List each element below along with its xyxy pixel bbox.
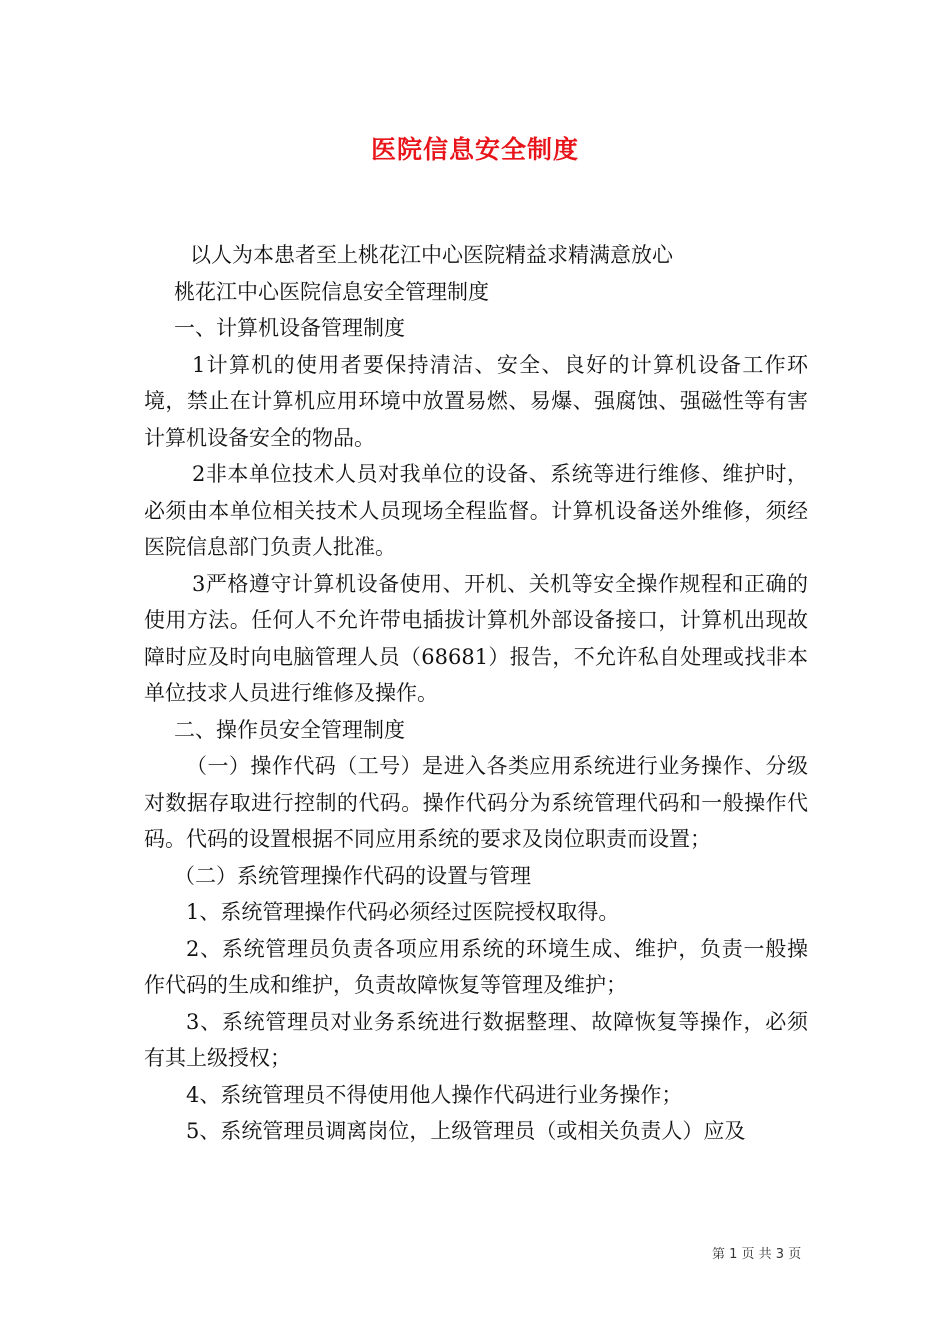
paragraph-item-3: 3严格遵守计算机设备使用、开机、关机等安全操作规程和正确的使用方法。任何人不允许带电插拔计算机外部设备接口，计算机出现故障时应及时向电脑管理人员（68681）报告，不允许私自处理或找非本单位技求人员进行维修及操作。 — [144, 571, 808, 705]
slogan-line: 以人为本患者至上桃花江中心医院精益求精满意放心 — [190, 243, 673, 267]
subsection-heading-2: （二）系统管理操作代码的设置与管理 — [174, 863, 531, 888]
section-heading-2: 二、操作员安全管理制度 — [174, 717, 405, 742]
list-item-3: 3、系统管理员对业务系统进行数据整理、故障恢复等操作，必须有其上级授权； — [144, 1009, 808, 1070]
list-item-5: 5、系统管理员调离岗位，上级管理员（或相关负责人）应及 — [186, 1119, 746, 1143]
list-item-2: 2、系统管理员负责各项应用系统的环境生成、维护，负责一般操作代码的生成和维护，负责故障恢复等管理及维护； — [144, 936, 808, 997]
list-item-1: 1、系统管理操作代码必须经过医院授权取得。 — [186, 900, 620, 924]
list-item-4: 4、系统管理员不得使用他人操作代码进行业务操作； — [186, 1082, 683, 1107]
page-number-footer: 第 1 页 共 3 页 — [712, 1247, 802, 1262]
paragraph-item-2: 2非本单位技术人员对我单位的设备、系统等进行维修、维护时，必须由本单位相关技术人员现场全程监督。计算机设备送外维修，须经医院信息部门负责人批准。 — [144, 462, 808, 559]
document-body — [144, 237, 808, 1150]
paragraph-sub-1: （一）操作代码（工号）是进入各类应用系统进行业务操作、分级对数据存取进行控制的代码。操作代码分为系统管理代码和一般操作代码。代码的设置根据不同应用系统的要求及岗位职责而设置； — [144, 754, 808, 851]
paragraph-item-1: 1计算机的使用者要保持清洁、安全、良好的计算机设备工作环境，禁止在计算机应用环境中放置易燃、易爆、强腐蚀、强磁性等有害计算机设备安全的物品。 — [144, 352, 808, 450]
section-heading-1: 一、计算机设备管理制度 — [174, 316, 405, 340]
subtitle-line: 桃花江中心医院信息安全管理制度 — [174, 279, 489, 304]
document-title: 医院信息安全制度 — [370, 135, 579, 164]
